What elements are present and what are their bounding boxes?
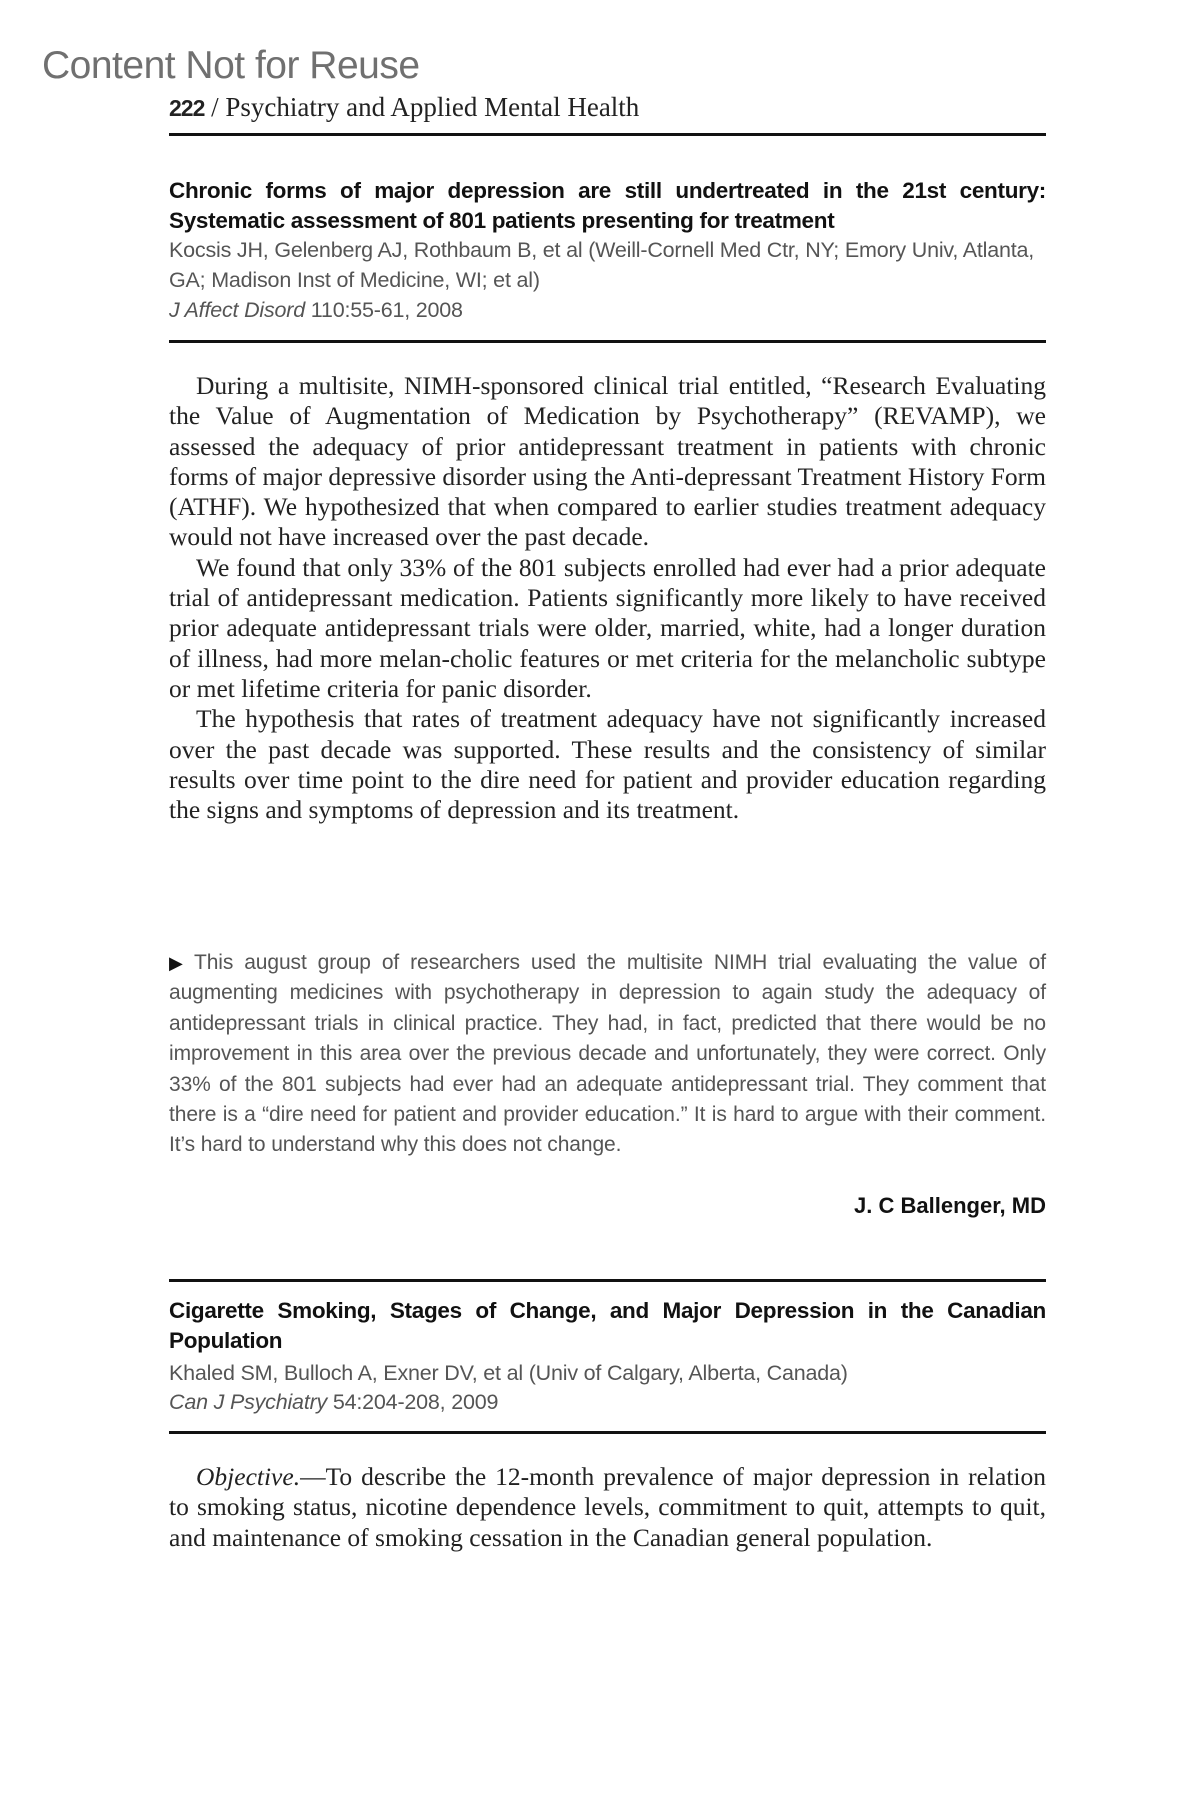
article-title: Cigarette Smoking, Stages of Change, and Major Depression in the Canadian Population — [169, 1298, 1046, 1353]
article-title: Chronic forms of major depression are still undertreated in the 21st century: Systematic assessment of 801 patients presenting for treatment — [169, 178, 1046, 233]
abstract-paragraph: We found that only 33% of the 801 subjects enrolled had ever had a prior adequate trial of antidepressant medication. Patients significantly more likely to have received prior adequate antidepressant trials were older, married, white, had a longer duration of illness, had more melan-cholic features or met criteria for the melancholic subtype or met lifetime criteria for panic disorder. — [169, 552, 1046, 703]
journal-abbrev: J Affect Disord — [169, 298, 305, 322]
divider — [169, 340, 1046, 343]
objective-paragraph — [169, 1462, 1046, 1553]
running-head — [169, 92, 1046, 123]
divider — [169, 1431, 1046, 1434]
article-citation — [169, 295, 1046, 325]
article-authors: Khaled SM, Bulloch A, Exner DV, et al (Univ of Calgary, Alberta, Canada) — [169, 1361, 848, 1385]
article-abstract — [169, 1462, 1046, 1553]
abstract-paragraph: During a multisite, NIMH-sponsored clinical trial entitled, “Research Evaluating the Value of Augmentation of Medication by Psychotherapy” (REVAMP), we assessed the adequacy of prior antidepressant treatment in patients with chronic forms of major depressive disorder using the Anti-depressant Treatment History Form (ATHF). We hypothesized that when compared to earlier studies treatment adequacy would not have increased over the past decade. — [169, 371, 1046, 552]
citation-volume: 54:204-208, 2009 — [327, 1390, 499, 1414]
divider — [169, 133, 1046, 136]
citation-volume: 110:55-61, 2008 — [305, 298, 463, 322]
objective-text: —To describe the 12-month prevalence of major depression in relation to smoking status, nicotine dependence levels, commitment to quit, attempts to quit, and maintenance of smoking cessation in the Canadian general population. — [169, 1462, 1046, 1552]
page-number: 222 — [169, 95, 205, 121]
watermark: Content Not for Reuse — [42, 44, 420, 87]
divider — [169, 1279, 1046, 1282]
triangle-bullet-icon: ▶ — [169, 953, 188, 973]
commentary-text: This august group of researchers used the multisite NIMH trial evaluating the value of augmenting medicines with psychotherapy in depression to again study the adequacy of antidepressant trials in clinical practice. They had, in fact, predicted that there would be no improvement in this area over the previous decade and unfortunately, they were correct. Only 33% of the 801 subjects had ever had an adequate antidepressant trial. They comment that there is a “dire need for patient and provider education.” It is hard to argue with their comment. It’s hard to understand why this does not change. — [169, 951, 1046, 1157]
commentary — [169, 948, 1046, 1161]
journal-name: Psychiatry and Applied Mental Health — [225, 92, 640, 122]
article-abstract — [169, 371, 1046, 825]
article-authors: Kocsis JH, Gelenberg AJ, Rothbaum B, et al (Weill-Cornell Med Ctr, NY; Emory Univ, Atlanta, GA; Madison Inst of Medicine, WI; et al) — [169, 238, 1035, 292]
journal-abbrev: Can J Psychiatry — [169, 1390, 328, 1414]
objective-label: Objective. — [196, 1462, 301, 1491]
separator: / — [211, 92, 219, 122]
article-citation — [169, 1387, 1046, 1417]
abstract-paragraph: The hypothesis that rates of treatment adequacy have not significantly increased over the past decade was supported. These results and the consistency of similar results over time point to the dire need for patient and provider education regarding the signs and symptoms of depression and its treatment. — [169, 704, 1046, 825]
commentator-signature: J. C Ballenger, MD — [854, 1193, 1046, 1218]
